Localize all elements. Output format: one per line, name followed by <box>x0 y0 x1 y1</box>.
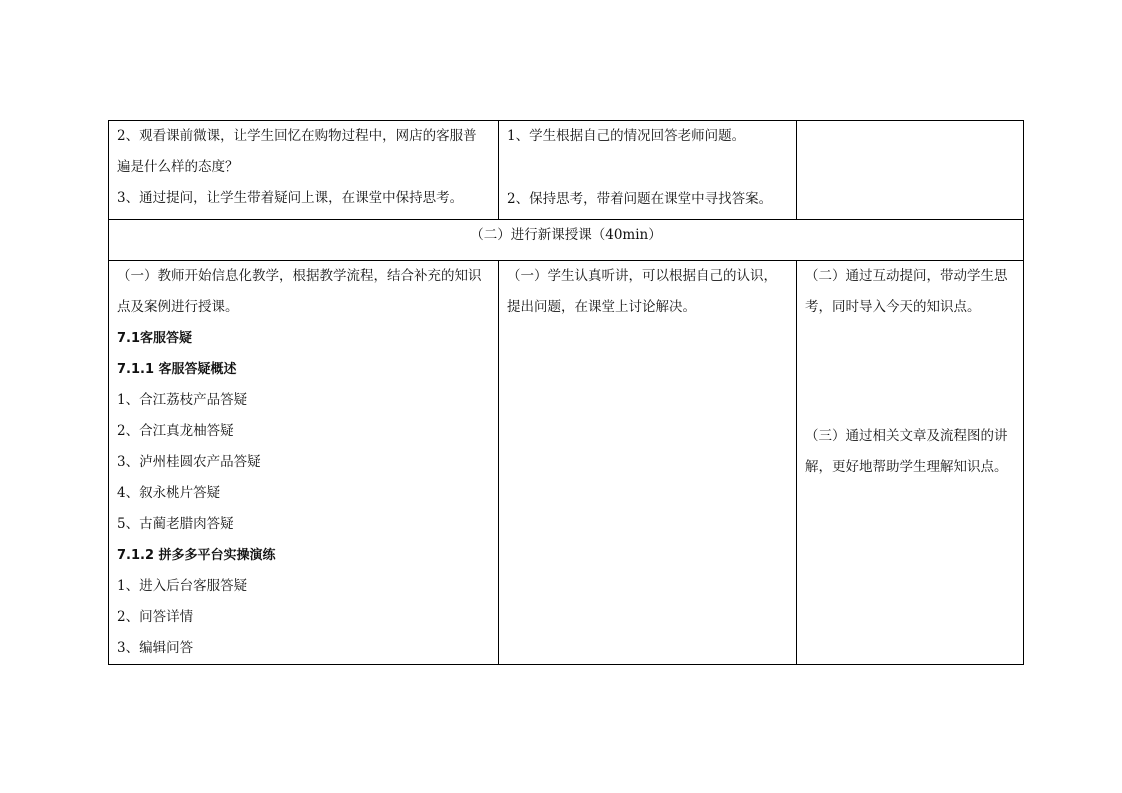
section-title: （二）进行新课授课（40min） <box>109 220 1024 261</box>
list-item: 3、编辑问答 <box>117 640 194 656</box>
text-line: 遍是什么样的态度？ <box>117 159 239 175</box>
text-line: 1、学生根据自己的情况回答老师问题。 <box>507 128 746 144</box>
section-heading: 7.1客服答疑 <box>117 331 193 346</box>
section-heading: 7.1.2 拼多多平台实操演练 <box>117 548 276 563</box>
text-line: （二）通过互动提问，带动学生思 <box>805 268 1008 284</box>
student-activity-cell <box>499 261 797 665</box>
text-line: （三）通过相关文章及流程图的讲 <box>805 428 1008 444</box>
list-item: 5、古蔺老腊肉答疑 <box>117 516 234 532</box>
text-line: （一）学生认真听讲，可以根据自己的认识， <box>507 268 777 284</box>
list-item: 3、泸州桂圆农产品答疑 <box>117 454 261 470</box>
teacher-activity-cell <box>109 261 499 665</box>
section-heading: 7.1.1 客服答疑概述 <box>117 362 237 377</box>
design-intent-cell <box>797 261 1024 665</box>
list-item: 1、进入后台客服答疑 <box>117 578 248 594</box>
text-line: （一）教师开始信息化教学，根据教学流程，结合补充的知识 <box>117 268 482 284</box>
table-row <box>109 121 1024 220</box>
text-line: 点及案例进行授课。 <box>117 299 239 315</box>
section-row <box>109 220 1024 261</box>
list-item: 2、合江真龙柚答疑 <box>117 423 234 439</box>
table-row <box>109 261 1024 665</box>
text-line: 2、观看课前微课，让学生回忆在购物过程中，网店的客服普 <box>117 128 477 144</box>
lesson-plan-table <box>108 120 1024 665</box>
list-item: 1、合江荔枝产品答疑 <box>117 392 248 408</box>
text-line: 考，同时导入今天的知识点。 <box>805 299 981 315</box>
list-item: 4、叙永桃片答疑 <box>117 485 221 501</box>
design-intent-cell <box>797 121 1024 220</box>
student-activity-cell <box>499 121 797 220</box>
list-item: 2、问答详情 <box>117 609 194 625</box>
text-line: 2、保持思考，带着问题在课堂中寻找答案。 <box>507 191 773 207</box>
text-line: 解，更好地帮助学生理解知识点。 <box>805 459 1008 475</box>
text-line: 提出问题，在课堂上讨论解决。 <box>507 299 696 315</box>
text-line: 3、通过提问，让学生带着疑问上课，在课堂中保持思考。 <box>117 190 464 206</box>
teacher-activity-cell <box>109 121 499 220</box>
